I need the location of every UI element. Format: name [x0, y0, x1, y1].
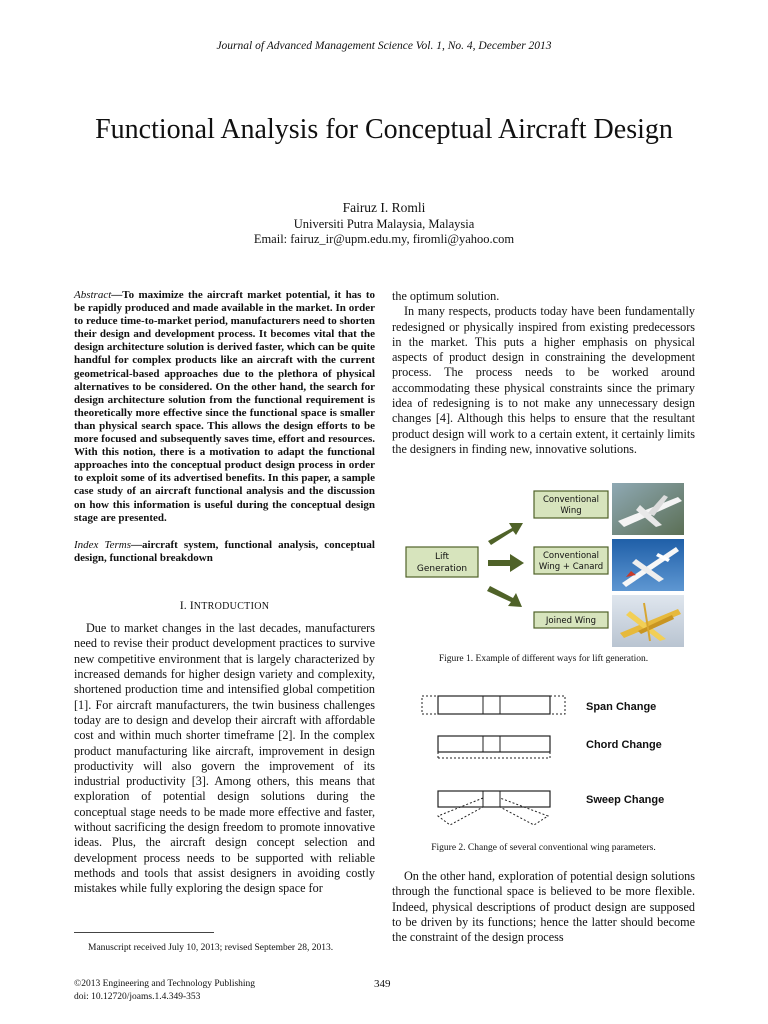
- abstract-label: Abstract: [74, 289, 112, 301]
- footnote: Manuscript received July 10, 2013; revised September 28, 2013.: [88, 943, 334, 953]
- figure-1-caption: Figure 1. Example of different ways for lift generation.: [438, 654, 649, 664]
- right-column: [392, 289, 695, 457]
- index-terms-text: —aircraft system, functional analysis, conceptual design, functional breakdown: [74, 538, 375, 564]
- joined-wing-box: [534, 612, 608, 628]
- airliner-photo: [612, 483, 684, 535]
- footer-doi[interactable]: doi: 10.12720/joams.1.4.349-353: [74, 992, 201, 1002]
- conventional-wing-canard-box: [534, 547, 608, 574]
- arrow-up-icon: [488, 523, 523, 545]
- figure-2-wing-parameters: [414, 688, 694, 828]
- canard-aircraft-photo: [612, 539, 684, 591]
- conventional-wing-label-1: Conventional: [542, 495, 600, 505]
- span-change-label: Span Change: [586, 701, 657, 713]
- index-terms: [74, 539, 375, 565]
- chord-change-label: Chord Change: [586, 739, 662, 751]
- lift-generation-label-1: Lift: [434, 552, 450, 562]
- abstract: [74, 289, 375, 525]
- sweep-change-diagram: [438, 791, 550, 825]
- joined-wing-aircraft-photo: [612, 595, 684, 647]
- footnote-divider: [74, 932, 214, 933]
- author-name: Fairuz I. Romli: [342, 200, 426, 215]
- arrows: [487, 523, 524, 607]
- page-number: 349: [374, 978, 391, 990]
- section-initial: I: [189, 597, 194, 612]
- index-terms-label: Index Terms: [74, 538, 131, 551]
- abstract-text: —To maximize the aircraft market potential, it has to be rapidly produced and made available in the market. In order to reduce time-to-market period, manufacturers need to shorten their design and development process. It becomes vital that the design architecture solution is derived faster, which can be quite handful for complex products like an aircraft with the current geometrical-based approaches due to the plethora of physical alternatives to be considered. On the other hand, the search for design architecture solution from the functional requirement is theoretically more effective since the functional space is smaller than physical search space. This allows the design efforts to be more focused and subsequently saves time, effort and resources. With this notion, there is a motivation to adapt the functional approaches into the conceptual product design process in order to exploit some of its advertised benefits. In this paper, a sample case study of an aircraft functional analysis and the discussion on how this information is useful during the conceptual design stage are presented.: [74, 289, 375, 524]
- conventional-wing-box: [534, 491, 608, 518]
- canard-label-1: Conventional: [542, 551, 600, 561]
- conventional-wing-label-2: Wing: [560, 506, 582, 516]
- lift-generation-box: [406, 547, 478, 577]
- canard-label-2: Wing + Canard: [538, 562, 604, 572]
- author-affiliation-block: [0, 217, 768, 247]
- paper-title: Functional Analysis for Conceptual Aircraft Design: [95, 114, 673, 145]
- author-affiliation: Universiti Putra Malaysia, Malaysia: [293, 217, 475, 231]
- arrow-right-icon: [488, 554, 524, 572]
- span-change-diagram: [422, 696, 565, 714]
- sweep-change-label: Sweep Change: [586, 794, 665, 806]
- section-number: I.: [179, 597, 190, 612]
- joined-wing-label: Joined Wing: [545, 616, 597, 626]
- journal-header: Journal of Advanced Management Science Vol. 1, No. 4, December 2013: [216, 40, 552, 52]
- right-paragraph-1: In many respects, products today have been fundamentally redesigned or physically inspired from existing predecessors in the market. This puts a higher emphasis on physical aspects of product design in constraining the development process. The process needs to be worked around accommodating these physical constraints since the primary idea of redesigning is to not make any unnecessary design changes [4]. Although this helps to ensure that the resultant product design will work to a certain extent, it certainly limits the designers in finding new, innovative solutions.: [392, 304, 695, 456]
- right-paragraph-2: [392, 869, 695, 945]
- right-paragraph-0: the optimum solution.: [392, 289, 500, 303]
- footer-copyright: ©2013 Engineering and Technology Publishing: [74, 979, 256, 989]
- chord-change-diagram: [438, 736, 550, 758]
- arrow-down-icon: [487, 586, 522, 607]
- section-title-rest: NTRODUCTION: [193, 600, 270, 612]
- section-heading-introduction: [74, 598, 375, 614]
- left-column: [74, 289, 375, 897]
- author-email[interactable]: Email: fairuz_ir@upm.edu.my, firomli@yahoo.com: [253, 232, 515, 246]
- intro-paragraph-1: Due to market changes in the last decades, manufacturers need to revise their product development practices to survive new competitive environment that is largely characterized by increased demands for higher design variety and complexity, shortened production time and intensified global competition [1]. For aircraft manufacturers, the twin business challenges today are to design and develop their aircraft with affordable cost and within much shorter timeframe [2]. In the complex product manufacturing like aircraft, improvement in design productivity will also govern the improvement of its industrial productivity [3]. Among others, this means that exploration of potential design solutions during the conceptual stage needs to be made more effective and faster, without sacrificing the design freedom to promote innovative ideas. Plus, the aircraft design concept selection and development process needs to be supported with reliable methods and tools that assist designers in avoiding costly mistakes while fully exploring the design space for: [74, 621, 375, 896]
- right-paragraph-2-text: On the other hand, exploration of potential design solutions through the functional space is believed to be more flexible. Indeed, physical descriptions of product design are supposed to be driven by its functions; hence the latter should become the constraint of the design process: [392, 869, 695, 945]
- figure-2-caption: Figure 2. Change of several conventional wing parameters.: [431, 843, 656, 853]
- figure-1-lift-generation: [400, 483, 690, 650]
- lift-generation-label-2: Generation: [416, 564, 468, 574]
